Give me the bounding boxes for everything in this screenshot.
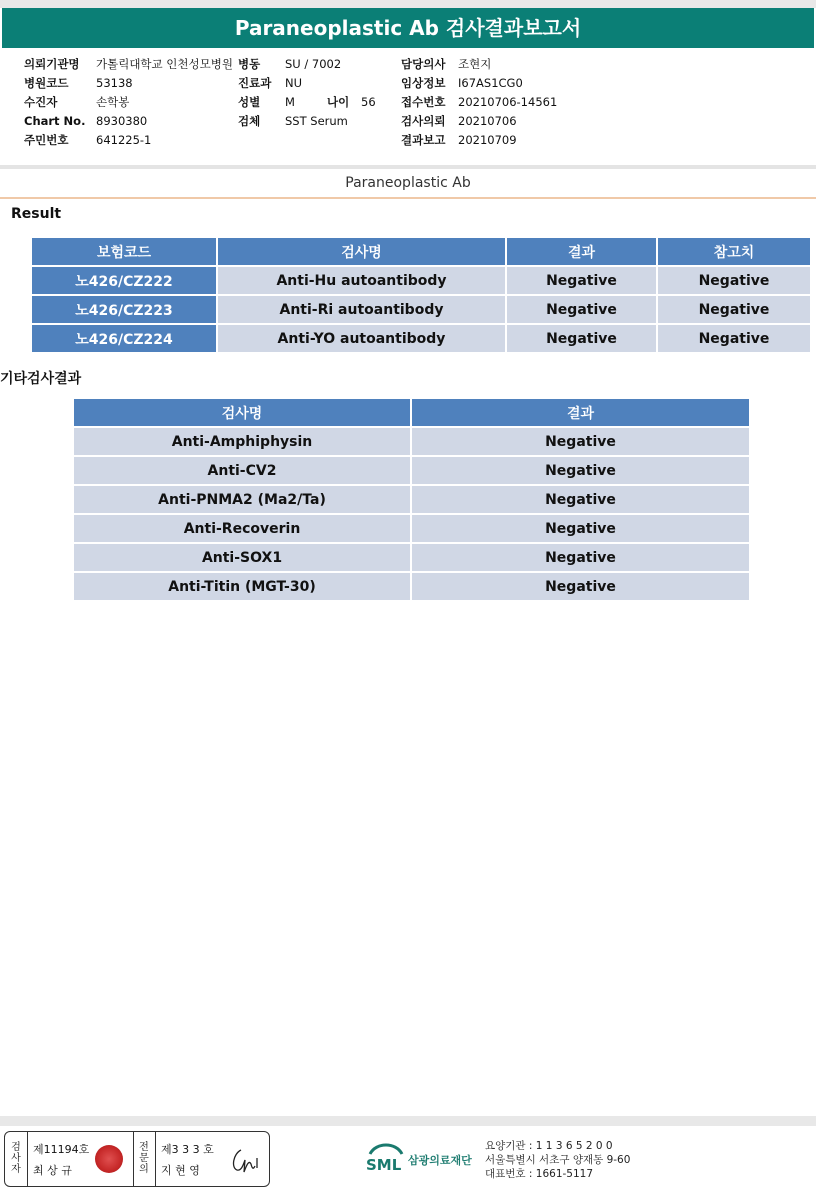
info-value: 손학봉: [96, 95, 130, 109]
info-label: 주민번호: [24, 133, 69, 147]
info-value: NU: [285, 76, 303, 90]
examiner-name: 최 상 규: [33, 1164, 72, 1177]
signature-box: [4, 1131, 270, 1187]
info-value: 가톨릭대학교 인천성모병원: [96, 57, 233, 71]
info-label: 임상정보: [401, 76, 446, 90]
info-label: 진료과: [238, 76, 272, 90]
info-value: 20210709: [458, 133, 517, 147]
test-name: Anti-SOX1: [74, 544, 410, 571]
test-name: Anti-PNMA2 (Ma2/Ta): [74, 486, 410, 513]
test-name: Anti-Titin (MGT-30): [74, 573, 410, 600]
table-row: [74, 486, 749, 513]
info-value: 20210706-14561: [458, 95, 558, 109]
examiner-cell: [27, 1132, 134, 1186]
institution-location: 서울특별시 서초구 양재동 9-60: [485, 1154, 631, 1166]
test-name: Anti-CV2: [74, 457, 410, 484]
divider: [0, 165, 816, 169]
examiner-label: 검사자: [11, 1142, 21, 1175]
report-title: Paraneoplastic Ab 검사결과보고서: [2, 8, 814, 48]
reference-value: Negative: [658, 325, 810, 352]
info-label: 병동: [238, 57, 261, 71]
info-label: 검사의뢰: [401, 114, 446, 128]
info-value: SST Serum: [285, 114, 348, 128]
examiner-number: 제11194호: [33, 1143, 90, 1156]
info-value: M: [285, 95, 295, 109]
test-result: Negative: [412, 573, 749, 600]
table-row: [32, 325, 810, 352]
institution-phone: 대표번호 : 1661-5117: [485, 1168, 594, 1180]
doctor-label: 전문의: [139, 1142, 149, 1175]
info-label: 접수번호: [401, 95, 446, 109]
age-value: 56: [361, 95, 376, 109]
header-result: 결과: [507, 238, 656, 265]
age-label: 나이: [327, 95, 350, 109]
table-row: [32, 296, 810, 323]
test-result: Negative: [412, 544, 749, 571]
institution-code: 요양기관 : 1 1 3 6 5 2 0 0: [485, 1140, 613, 1152]
table-row: [74, 544, 749, 571]
table-row: [74, 573, 749, 600]
table-row: [74, 457, 749, 484]
test-result: Negative: [412, 515, 749, 542]
footer-band: [0, 1116, 816, 1126]
info-value: 8930380: [96, 114, 148, 128]
divider: [0, 197, 816, 199]
info-label: 결과보고: [401, 133, 446, 147]
test-result: Negative: [412, 486, 749, 513]
info-value: 조현지: [458, 57, 492, 71]
header-test-name: 검사명: [218, 238, 505, 265]
test-name: Anti-Ri autoantibody: [218, 296, 505, 323]
insurance-code: 노426/CZ222: [32, 267, 216, 294]
section-title: Paraneoplastic Ab: [345, 175, 471, 191]
info-label: 수진자: [24, 95, 58, 109]
reference-value: Negative: [658, 296, 810, 323]
info-label: 의뢰기관명: [24, 57, 80, 71]
test-result: Negative: [412, 428, 749, 455]
test-result: Negative: [507, 267, 656, 294]
info-value: SU / 7002: [285, 57, 342, 71]
info-value: 20210706: [458, 114, 517, 128]
patient-info-col2: [238, 55, 376, 131]
header-reference: 참고치: [658, 238, 810, 265]
header-insurance-code: 보험코드: [32, 238, 216, 265]
test-name: Anti-Recoverin: [74, 515, 410, 542]
top-band: [0, 0, 816, 8]
info-label: 검체: [238, 114, 261, 128]
test-name: Anti-YO autoantibody: [218, 325, 505, 352]
info-label: 병원코드: [24, 76, 69, 90]
doctor-label-cell: [133, 1132, 156, 1186]
other-results-label: 기타검사결과: [0, 371, 82, 387]
reference-value: Negative: [658, 267, 810, 294]
result-table: [30, 236, 812, 354]
info-value: 641225-1: [96, 133, 152, 147]
info-value: I67AS1CG0: [458, 76, 523, 90]
test-result: Negative: [507, 296, 656, 323]
info-label: 성별: [238, 95, 261, 109]
result-label: Result: [11, 206, 62, 222]
header-result: 결과: [412, 399, 749, 426]
test-name: Anti-Hu autoantibody: [218, 267, 505, 294]
table-row: [74, 428, 749, 455]
info-value: 53138: [96, 76, 133, 90]
patient-info-col3: [401, 55, 557, 150]
patient-info-col1: [24, 55, 233, 150]
seal-stamp: [95, 1145, 123, 1173]
test-result: Negative: [507, 325, 656, 352]
header-test-name: 검사명: [74, 399, 410, 426]
examiner-label-cell: [5, 1132, 28, 1186]
institution-name: 삼광의료재단: [408, 1154, 472, 1167]
test-result: Negative: [412, 457, 749, 484]
info-label: 담당의사: [401, 57, 446, 71]
table-row: [32, 267, 810, 294]
institution-address: [485, 1139, 630, 1181]
test-name: Anti-Amphiphysin: [74, 428, 410, 455]
doctor-name: 지 현 영: [161, 1164, 200, 1177]
info-label: Chart No.: [24, 114, 86, 128]
doctor-number: 제3 3 3 호: [161, 1143, 214, 1156]
table-header-row: [74, 399, 749, 426]
signature-scribble: [227, 1146, 263, 1174]
insurance-code: 노426/CZ224: [32, 325, 216, 352]
table-header-row: [32, 238, 810, 265]
sml-logo-icon: [364, 1140, 408, 1178]
logo-text: SML: [366, 1156, 402, 1174]
insurance-code: 노426/CZ223: [32, 296, 216, 323]
other-results-table: [72, 397, 751, 602]
table-row: [74, 515, 749, 542]
